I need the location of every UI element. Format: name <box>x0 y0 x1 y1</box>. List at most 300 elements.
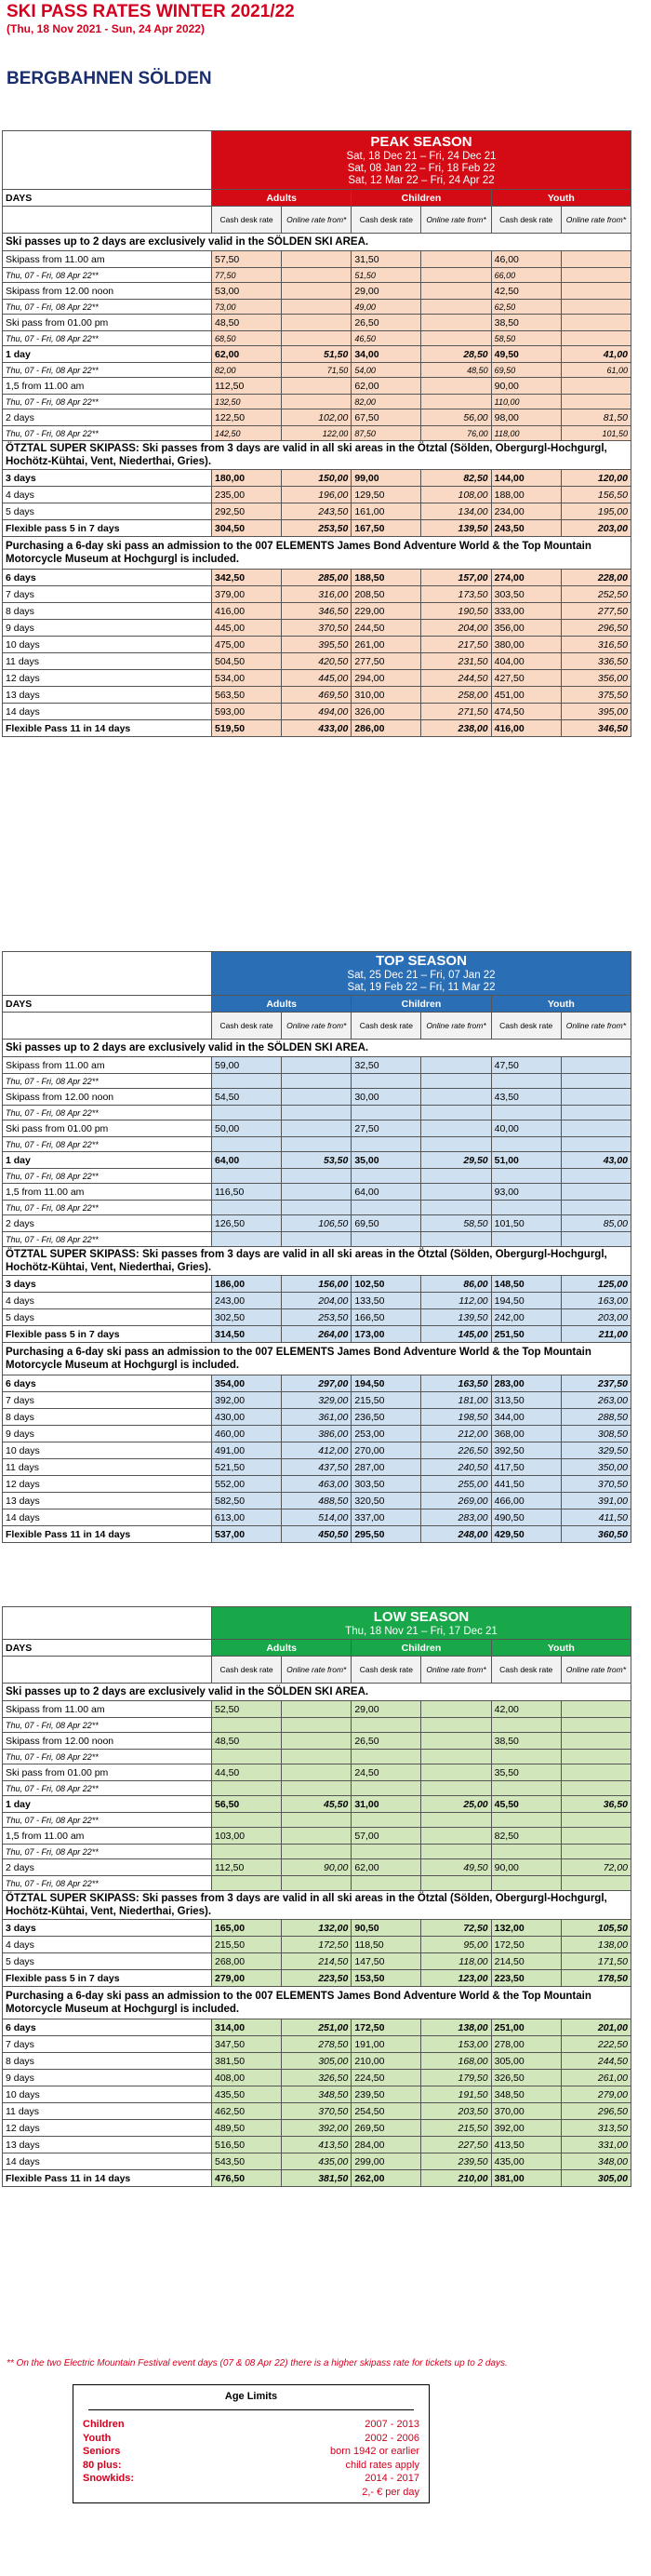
row-label: Thu, 07 - Fri, 08 Apr 22** <box>3 1106 212 1120</box>
online-price: 101,50 <box>561 426 631 441</box>
row-label: Thu, 07 - Fri, 08 Apr 22** <box>3 1750 212 1764</box>
cash-price: 34,00 <box>352 346 421 363</box>
online-price: 463,00 <box>282 1476 352 1493</box>
online-price <box>421 1057 491 1074</box>
rates-table-top <box>2 951 631 1543</box>
table-row <box>3 1392 631 1409</box>
cash-price <box>212 1813 282 1828</box>
cash-price: 49,00 <box>352 300 421 315</box>
online-price <box>561 1813 631 1828</box>
cash-price: 392,50 <box>491 1442 561 1459</box>
season-dates: Thu, 18 Nov 21 – Fri, 17 Dec 21 <box>345 1625 498 1637</box>
cash-price: 118,00 <box>491 426 561 441</box>
cash-price: 129,50 <box>352 487 421 503</box>
online-price <box>282 315 352 331</box>
online-price <box>421 1137 491 1152</box>
online-price <box>561 1750 631 1764</box>
cash-price: 462,50 <box>212 2103 282 2120</box>
online-price: 316,00 <box>282 586 352 603</box>
row-label: Flexible Pass 11 in 14 days <box>3 1526 212 1543</box>
online-price: 420,50 <box>282 653 352 670</box>
table-row <box>3 603 631 620</box>
online-price: 283,00 <box>421 1509 491 1526</box>
cash-price: 99,00 <box>352 470 421 487</box>
cash-price: 543,50 <box>212 2153 282 2170</box>
row-label: Skipass from 12.00 noon <box>3 1733 212 1750</box>
row-label: 6 days <box>3 2019 212 2036</box>
row-label: 11 days <box>3 1459 212 1476</box>
cash-price <box>491 1074 561 1089</box>
cash-price: 302,50 <box>212 1309 282 1326</box>
row-label: 14 days <box>3 2153 212 2170</box>
online-price <box>421 1184 491 1201</box>
table-row <box>3 1276 631 1293</box>
online-price: 163,50 <box>421 1375 491 1392</box>
row-label: 7 days <box>3 586 212 603</box>
online-price <box>421 1074 491 1089</box>
row-label: 13 days <box>3 1493 212 1509</box>
online-price: 381,50 <box>282 2170 352 2187</box>
online-price: 204,00 <box>282 1293 352 1309</box>
cash-price: 48,50 <box>212 315 282 331</box>
table-row <box>3 1459 631 1476</box>
online-price: 433,00 <box>282 720 352 737</box>
bond-world-note: Purchasing a 6-day ski pass an admission to the 007 ELEMENTS James Bond Adventure World & the Top Mountain Motorcycle Museum at Hochgurgl is included. <box>3 1343 631 1375</box>
cash-price: 46,50 <box>352 331 421 346</box>
row-label: Thu, 07 - Fri, 08 Apr 22** <box>3 363 212 378</box>
online-price: 253,50 <box>282 1309 352 1326</box>
online-price <box>282 1089 352 1106</box>
cash-price: 441,50 <box>491 1476 561 1493</box>
row-label: 5 days <box>3 503 212 520</box>
cash-price: 435,50 <box>212 2086 282 2103</box>
online-price: 348,00 <box>561 2153 631 2170</box>
online-price: 263,00 <box>561 1392 631 1409</box>
table-row <box>3 1796 631 1813</box>
cash-price: 283,00 <box>491 1375 561 1392</box>
online-price <box>282 395 352 409</box>
solden-note: Ski passes up to 2 days are exclusively valid in the SÖLDEN SKI AREA. <box>3 234 631 251</box>
online-price <box>561 300 631 315</box>
days-header: DAYS <box>3 1640 212 1657</box>
row-label: Thu, 07 - Fri, 08 Apr 22** <box>3 331 212 346</box>
cash-price: 416,00 <box>491 720 561 737</box>
cash-price: 253,00 <box>352 1426 421 1442</box>
cash-price: 180,00 <box>212 470 282 487</box>
online-price: 196,00 <box>282 487 352 503</box>
cash-price: 31,50 <box>352 251 421 268</box>
row-label: Thu, 07 - Fri, 08 Apr 22** <box>3 1813 212 1828</box>
cash-price <box>212 1201 282 1215</box>
online-price: 226,50 <box>421 1442 491 1459</box>
online-rate-header: Online rate from* <box>561 1013 631 1040</box>
cash-price <box>491 1137 561 1152</box>
cash-price: 261,00 <box>352 637 421 653</box>
cash-price: 42,50 <box>491 283 561 300</box>
oetztal-note: ÖTZTAL SUPER SKIPASS: Ski passes from 3 days are valid in all ski areas in the Ötztal (Sölden, Obergurgl-Hochgurgl, Hochötz-Kühtai, Vent, Niederthai, Gries). <box>3 1891 631 1920</box>
cash-price: 593,00 <box>212 704 282 720</box>
cash-price <box>352 1137 421 1152</box>
table-row <box>3 1750 631 1764</box>
group-header: Adults <box>212 996 352 1013</box>
cash-price: 215,50 <box>352 1392 421 1409</box>
cash-price: 188,00 <box>491 487 561 503</box>
online-price <box>282 1750 352 1764</box>
online-price: 346,50 <box>282 603 352 620</box>
online-price: 445,00 <box>282 670 352 687</box>
row-label: 9 days <box>3 620 212 637</box>
online-rate-header: Online rate from* <box>282 207 352 234</box>
row-label: Ski pass from 01.00 pm <box>3 1120 212 1137</box>
online-price: 251,00 <box>282 2019 352 2036</box>
cash-price: 534,00 <box>212 670 282 687</box>
oetztal-note: ÖTZTAL SUPER SKIPASS: Ski passes from 3 days are valid in all ski areas in the Ötztal (Sölden, Obergurgl-Hochgurgl, Hochötz-Kühtai, Vent, Niederthai, Gries). <box>3 441 631 470</box>
table-row <box>3 2103 631 2120</box>
cash-price: 66,00 <box>491 268 561 283</box>
cash-price <box>352 1781 421 1796</box>
online-price <box>561 1137 631 1152</box>
online-price: 61,00 <box>561 363 631 378</box>
age-limits-box <box>73 2384 430 2503</box>
cash-price: 408,00 <box>212 2070 282 2086</box>
cash-price: 268,00 <box>212 1953 282 1970</box>
cash-price: 292,50 <box>212 503 282 520</box>
online-price: 395,00 <box>561 704 631 720</box>
online-price: 138,00 <box>561 1937 631 1953</box>
cash-price: 35,00 <box>352 1152 421 1169</box>
online-price <box>561 331 631 346</box>
age-category: Seniors <box>83 2446 121 2457</box>
online-price: 435,00 <box>282 2153 352 2170</box>
cash-price: 98,00 <box>491 409 561 426</box>
table-row <box>3 2053 631 2070</box>
cash-price: 29,00 <box>352 1701 421 1718</box>
online-price: 106,50 <box>282 1215 352 1232</box>
online-rate-header: Online rate from* <box>282 1013 352 1040</box>
table-row <box>3 670 631 687</box>
cash-price: 194,50 <box>491 1293 561 1309</box>
online-price: 118,00 <box>421 1953 491 1970</box>
cash-price: 90,00 <box>491 378 561 395</box>
table-row <box>3 1152 631 1169</box>
cash-price: 356,00 <box>491 620 561 637</box>
table-row <box>3 653 631 670</box>
cash-price: 277,50 <box>352 653 421 670</box>
table-row <box>3 503 631 520</box>
cash-price <box>352 1232 421 1247</box>
row-label: 9 days <box>3 1426 212 1442</box>
table-row <box>3 720 631 737</box>
table-row <box>3 1781 631 1796</box>
cash-rate-header: Cash desk rate <box>212 207 282 234</box>
online-price: 305,00 <box>561 2170 631 2187</box>
resort-name: BERGBAHNEN SÖLDEN <box>7 69 212 88</box>
age-row <box>73 2445 429 2459</box>
online-price: 72,50 <box>421 1920 491 1937</box>
online-price: 125,00 <box>561 1276 631 1293</box>
cash-price: 59,00 <box>212 1057 282 1074</box>
table-row <box>3 1409 631 1426</box>
online-price <box>282 1813 352 1828</box>
row-label: 7 days <box>3 2036 212 2053</box>
cash-price <box>352 1876 421 1891</box>
online-price: 240,50 <box>421 1459 491 1476</box>
cash-price: 82,50 <box>491 1828 561 1845</box>
online-price: 253,50 <box>282 520 352 537</box>
online-price: 271,50 <box>421 704 491 720</box>
cash-price: 417,50 <box>491 1459 561 1476</box>
online-price: 411,50 <box>561 1509 631 1526</box>
online-price: 210,00 <box>421 2170 491 2187</box>
cash-price: 445,00 <box>212 620 282 637</box>
cash-price: 582,50 <box>212 1493 282 1509</box>
cash-price: 476,50 <box>212 2170 282 2187</box>
cash-price: 236,50 <box>352 1409 421 1426</box>
cash-price: 466,00 <box>491 1493 561 1509</box>
online-price <box>421 1232 491 1247</box>
table-row <box>3 315 631 331</box>
online-price: 198,50 <box>421 1409 491 1426</box>
table-row <box>3 1120 631 1137</box>
age-range: 2,- € per day <box>362 2486 419 2498</box>
online-price <box>561 268 631 283</box>
online-price <box>421 1828 491 1845</box>
online-price: 168,00 <box>421 2053 491 2070</box>
table-row <box>3 1718 631 1733</box>
online-price: 255,00 <box>421 1476 491 1493</box>
cash-rate-header: Cash desk rate <box>491 1657 561 1684</box>
cash-price: 521,50 <box>212 1459 282 1476</box>
row-label: Thu, 07 - Fri, 08 Apr 22** <box>3 395 212 409</box>
online-price <box>282 1184 352 1201</box>
table-row <box>3 251 631 268</box>
season-top <box>2 951 631 1543</box>
cash-price: 243,00 <box>212 1293 282 1309</box>
cash-price: 314,50 <box>212 1326 282 1343</box>
cash-price <box>212 1232 282 1247</box>
online-price <box>421 300 491 315</box>
table-row <box>3 470 631 487</box>
cash-rate-header: Cash desk rate <box>352 207 421 234</box>
age-row <box>73 2418 429 2432</box>
row-label: 4 days <box>3 1937 212 1953</box>
online-price: 85,00 <box>561 1215 631 1232</box>
cash-price: 56,50 <box>212 1796 282 1813</box>
online-price <box>282 1781 352 1796</box>
table-row <box>3 1813 631 1828</box>
cash-rate-header: Cash desk rate <box>212 1657 282 1684</box>
cash-price <box>491 1781 561 1796</box>
season-dates: Sat, 25 Dec 21 – Fri, 07 Jan 22 <box>347 970 496 981</box>
cash-price: 82,00 <box>212 363 282 378</box>
table-row <box>3 570 631 586</box>
cash-price: 112,50 <box>212 1859 282 1876</box>
online-price <box>561 1057 631 1074</box>
table-row <box>3 2086 631 2103</box>
cash-price: 303,50 <box>352 1476 421 1493</box>
online-price: 203,00 <box>561 1309 631 1326</box>
cash-price: 29,00 <box>352 283 421 300</box>
cash-price: 262,00 <box>352 2170 421 2187</box>
group-header: Youth <box>491 1640 631 1657</box>
online-price: 395,50 <box>282 637 352 653</box>
table-row <box>3 1201 631 1215</box>
table-row <box>3 1764 631 1781</box>
row-label: Flexible Pass 11 in 14 days <box>3 720 212 737</box>
cash-price: 51,50 <box>352 268 421 283</box>
online-price: 112,00 <box>421 1293 491 1309</box>
online-price: 361,00 <box>282 1409 352 1426</box>
table-row <box>3 1920 631 1937</box>
online-price <box>421 315 491 331</box>
cash-price: 274,00 <box>491 570 561 586</box>
online-price <box>421 1701 491 1718</box>
online-price <box>561 395 631 409</box>
cash-price: 305,00 <box>491 2053 561 2070</box>
online-price: 316,50 <box>561 637 631 653</box>
online-price <box>282 1764 352 1781</box>
rates-table-low <box>2 1606 631 2187</box>
season-dates: Sat, 12 Mar 22 – Fri, 24 Apr 22 <box>348 174 495 186</box>
online-price: 51,50 <box>282 346 352 363</box>
cash-price: 45,50 <box>491 1796 561 1813</box>
group-header: Youth <box>491 996 631 1013</box>
online-price: 163,00 <box>561 1293 631 1309</box>
online-price: 514,00 <box>282 1509 352 1526</box>
cash-price: 239,50 <box>352 2086 421 2103</box>
online-price <box>421 395 491 409</box>
online-price: 204,00 <box>421 620 491 637</box>
online-price: 150,00 <box>282 470 352 487</box>
cash-price <box>212 1137 282 1152</box>
online-price: 172,50 <box>282 1937 352 1953</box>
cash-price: 58,50 <box>491 331 561 346</box>
table-row <box>3 1232 631 1247</box>
cash-rate-header: Cash desk rate <box>352 1657 421 1684</box>
online-price: 191,50 <box>421 2086 491 2103</box>
row-label: Flexible Pass 11 in 14 days <box>3 2170 212 2187</box>
online-price: 102,00 <box>282 409 352 426</box>
row-label: 5 days <box>3 1953 212 1970</box>
online-price <box>282 300 352 315</box>
cash-price: 243,50 <box>491 520 561 537</box>
online-price: 178,50 <box>561 1970 631 1987</box>
season-name: PEAK SEASON <box>370 133 472 150</box>
cash-price: 489,50 <box>212 2120 282 2137</box>
row-label: 4 days <box>3 1293 212 1309</box>
online-price <box>282 268 352 283</box>
online-price: 228,00 <box>561 570 631 586</box>
table-row <box>3 620 631 637</box>
cash-price: 337,00 <box>352 1509 421 1526</box>
cash-price <box>352 1845 421 1859</box>
row-label: 12 days <box>3 670 212 687</box>
cash-price: 27,50 <box>352 1120 421 1137</box>
rates-table-peak <box>2 130 631 737</box>
cash-price: 90,00 <box>491 1859 561 1876</box>
row-label: 6 days <box>3 1375 212 1392</box>
online-price: 139,50 <box>421 1309 491 1326</box>
table-row <box>3 1293 631 1309</box>
online-price <box>561 1764 631 1781</box>
footnote: ** On the two Electric Mountain Festival event days (07 & 08 Apr 22) there is a higher skipass rate for tickets up to 2 days. <box>7 2358 508 2368</box>
row-label: 7 days <box>3 1392 212 1409</box>
row-label: 12 days <box>3 1476 212 1493</box>
row-label: 5 days <box>3 1309 212 1326</box>
cash-price <box>352 1718 421 1733</box>
online-price: 243,50 <box>282 503 352 520</box>
online-price: 153,00 <box>421 2036 491 2053</box>
table-row <box>3 363 631 378</box>
page-title: SKI PASS RATES WINTER 2021/22 <box>7 2 295 21</box>
age-category: 80 plus: <box>83 2459 122 2471</box>
cash-price: 188,50 <box>352 570 421 586</box>
online-price <box>561 1089 631 1106</box>
cash-price: 52,50 <box>212 1701 282 1718</box>
online-price: 81,50 <box>561 409 631 426</box>
cash-price: 326,00 <box>352 704 421 720</box>
table-row <box>3 1493 631 1509</box>
row-label: 14 days <box>3 704 212 720</box>
cash-price: 348,50 <box>491 2086 561 2103</box>
cash-price: 57,50 <box>212 251 282 268</box>
online-price <box>561 1733 631 1750</box>
cash-price: 173,00 <box>352 1326 421 1343</box>
row-label: Thu, 07 - Fri, 08 Apr 22** <box>3 426 212 441</box>
cash-price: 320,50 <box>352 1493 421 1509</box>
cash-price: 435,00 <box>491 2153 561 2170</box>
online-price: 413,50 <box>282 2137 352 2153</box>
row-label: Flexible pass 5 in 7 days <box>3 1970 212 1987</box>
cash-price: 68,50 <box>212 331 282 346</box>
cash-price <box>212 1169 282 1184</box>
row-label: Skipass from 11.00 am <box>3 251 212 268</box>
table-row <box>3 1326 631 1343</box>
cash-price <box>352 1074 421 1089</box>
table-row <box>3 1701 631 1718</box>
age-limits-title: Age Limits <box>88 2385 414 2410</box>
online-price: 350,00 <box>561 1459 631 1476</box>
online-price <box>561 1718 631 1733</box>
cash-price: 613,00 <box>212 1509 282 1526</box>
cash-price: 380,00 <box>491 637 561 653</box>
table-row <box>3 1828 631 1845</box>
row-label: 1,5 from 11.00 am <box>3 1184 212 1201</box>
cash-price: 519,50 <box>212 720 282 737</box>
online-price: 277,50 <box>561 603 631 620</box>
row-label: 14 days <box>3 1509 212 1526</box>
table-row <box>3 378 631 395</box>
table-row <box>3 1309 631 1326</box>
cash-price: 148,50 <box>491 1276 561 1293</box>
cash-price <box>491 1169 561 1184</box>
online-price: 86,00 <box>421 1276 491 1293</box>
table-row <box>3 1106 631 1120</box>
cash-price: 64,00 <box>212 1152 282 1169</box>
online-price <box>282 1074 352 1089</box>
online-price <box>282 1718 352 1733</box>
cash-price: 284,00 <box>352 2137 421 2153</box>
cash-price: 392,00 <box>491 2120 561 2137</box>
online-price <box>282 378 352 395</box>
table-row <box>3 1845 631 1859</box>
cash-price: 491,00 <box>212 1442 282 1459</box>
table-row <box>3 1169 631 1184</box>
online-rate-header: Online rate from* <box>421 1657 491 1684</box>
table-row <box>3 586 631 603</box>
cash-price: 49,50 <box>491 346 561 363</box>
cash-price: 132,50 <box>212 395 282 409</box>
